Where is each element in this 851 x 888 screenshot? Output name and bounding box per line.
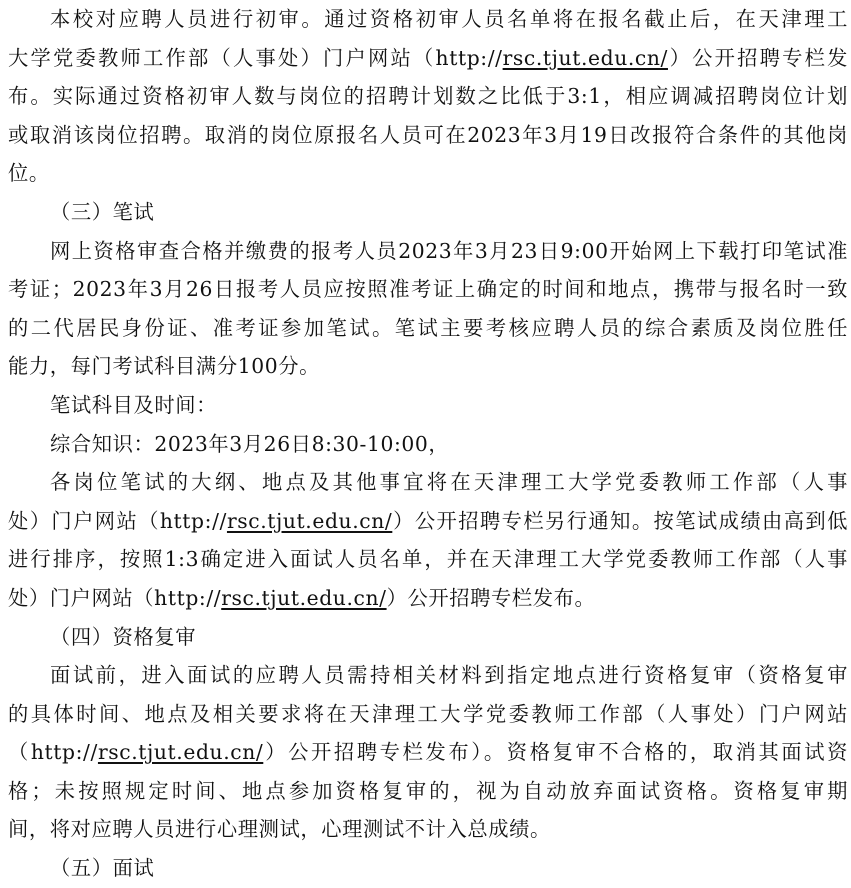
- paragraph-line: 的具体时间、地点及相关要求将在天津理工大学党委教师工作部（人事处）门户网站: [8, 701, 848, 726]
- paragraph-line: 的二代居民身份证、准考证参加笔试。笔试主要考核应聘人员的综合素质及岗位胜任: [8, 315, 848, 340]
- paragraph-line: 进行排序，按照1:3确定进入面试人员名单，并在天津理工大学党委教师工作部（人事: [8, 547, 848, 572]
- paragraph-line: 间，将对应聘人员进行心理测试，心理测试不计入总成绩。: [8, 817, 551, 842]
- paragraph-line: 位。: [8, 161, 50, 186]
- document-body: [8, 0, 848, 888]
- paragraph-line: 考证；2023年3月26日报考人员应按照准考证上确定的时间和地点，携带与报名时一致: [8, 277, 848, 302]
- paragraph-line: [8, 579, 848, 618]
- paragraph-line: 各岗位笔试的大纲、地点及其他事宜将在天津理工大学党委教师工作部（人事: [50, 470, 848, 495]
- paragraph-line: 或取消该岗位招聘。取消的岗位原报名人员可在2023年3月19日改报符合条件的其他岗: [8, 122, 848, 147]
- portal-link[interactable]: rsc.tjut.edu.cn/: [97, 740, 264, 765]
- text-segment: ）公开招聘专栏发布。: [386, 585, 596, 610]
- paragraph-line: [8, 39, 848, 78]
- portal-link[interactable]: rsc.tjut.edu.cn/: [221, 585, 387, 610]
- text-segment: ）公开招聘专栏发: [667, 45, 848, 70]
- portal-link[interactable]: rsc.tjut.edu.cn/: [226, 508, 393, 533]
- exam-subject-time: 综合知识：2023年3月26日8:30-10:00，: [50, 431, 450, 456]
- paragraph-line: [8, 733, 848, 772]
- text-segment: 处）门户网站（http://: [8, 508, 227, 533]
- paragraph-line: 布。实际通过资格初审人数与岗位的招聘计划数之比低于3:1，相应调减招聘岗位计划: [8, 84, 848, 109]
- text-segment: ）公开招聘专栏发布）。资格复审不合格的，取消其面试资: [263, 740, 848, 765]
- paragraph-line: 格；未按照规定时间、地点参加资格复审的，视为自动放弃面试资格。资格复审期: [8, 778, 848, 803]
- text-segment: （http://: [8, 740, 98, 765]
- section-heading-written-exam: （三）笔试: [50, 199, 155, 224]
- paragraph-line: 本校对应聘人员进行初审。通过资格初审人员名单将在报名截止后，在天津理工: [50, 7, 848, 31]
- paragraph-line: 网上资格审查合格并缴费的报考人员2023年3月23日9:00开始网上下载打印笔试准: [50, 238, 848, 263]
- paragraph-line: [8, 502, 848, 541]
- text-segment: ）公开招聘专栏另行通知。按笔试成绩由高到低: [392, 508, 848, 533]
- text-segment: 大学党委教师工作部（人事处）门户网站（http://: [8, 45, 503, 70]
- portal-link[interactable]: rsc.tjut.edu.cn/: [502, 45, 668, 70]
- section-heading-qualification-review: （四）资格复审: [50, 624, 197, 649]
- section-heading-interview: （五）面试: [50, 856, 155, 881]
- paragraph-line: 面试前，进入面试的应聘人员需持相关材料到指定地点进行资格复审（资格复审: [50, 663, 848, 688]
- text-segment: 处）门户网站（http://: [8, 585, 222, 610]
- exam-subjects-label: 笔试科目及时间：: [50, 392, 218, 417]
- paragraph-line: 能力，每门考试科目满分100分。: [8, 354, 320, 379]
